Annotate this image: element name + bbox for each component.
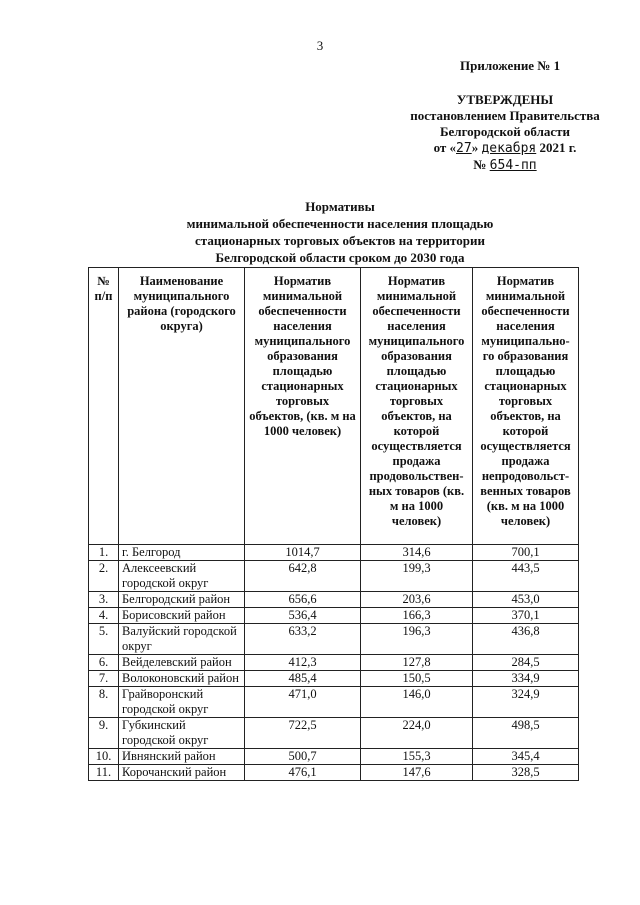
- row-district: Борисовский район: [119, 608, 245, 624]
- row-number: 11.: [89, 765, 119, 781]
- row-food: 147,6: [361, 765, 473, 781]
- header-number: № п/п: [89, 268, 119, 545]
- norms-table: [88, 267, 579, 781]
- row-total: 500,7: [245, 749, 361, 765]
- row-nonfood: 443,5: [473, 561, 579, 592]
- table-row: [89, 655, 579, 671]
- row-total: 642,8: [245, 561, 361, 592]
- approval-line-2: Белгородской области: [439, 124, 571, 139]
- table-row: [89, 765, 579, 781]
- row-number: 3.: [89, 592, 119, 608]
- title-line-1: Нормативы: [305, 199, 375, 214]
- row-nonfood: 284,5: [473, 655, 579, 671]
- approval-date-line: [380, 140, 630, 157]
- date-prefix: от «: [433, 140, 457, 155]
- row-total: 656,6: [245, 592, 361, 608]
- row-district: Грайворонский городской округ: [119, 687, 245, 718]
- row-nonfood: 334,9: [473, 671, 579, 687]
- row-district: Алексеевский городской округ: [119, 561, 245, 592]
- row-number: 5.: [89, 624, 119, 655]
- row-district: г. Белгород: [119, 545, 245, 561]
- row-food: 146,0: [361, 687, 473, 718]
- row-nonfood: 324,9: [473, 687, 579, 718]
- row-number: 10.: [89, 749, 119, 765]
- row-nonfood: 498,5: [473, 718, 579, 749]
- row-district: Валуйский городской округ: [119, 624, 245, 655]
- table-row: [89, 592, 579, 608]
- title-line-2: минимальной обеспеченности населения площадью: [186, 216, 494, 231]
- table-header-row: [89, 268, 579, 545]
- row-total: 476,1: [245, 765, 361, 781]
- approval-line-1: постановлением Правительства: [410, 108, 600, 123]
- row-food: 150,5: [361, 671, 473, 687]
- date-month: декабря: [481, 141, 537, 156]
- row-nonfood: 345,4: [473, 749, 579, 765]
- row-district: Губкинский городской округ: [119, 718, 245, 749]
- page-number: 3: [316, 38, 324, 53]
- row-district: Вейделевский район: [119, 655, 245, 671]
- row-number: 1.: [89, 545, 119, 561]
- row-food: 155,3: [361, 749, 473, 765]
- row-district: Белгородский район: [119, 592, 245, 608]
- row-district: Ивнянский район: [119, 749, 245, 765]
- header-district: Наименование муниципального района (городского округа): [119, 268, 245, 545]
- table-row: [89, 561, 579, 592]
- date-day: 27: [456, 141, 472, 156]
- row-number: 2.: [89, 561, 119, 592]
- row-total: 471,0: [245, 687, 361, 718]
- table-row: [89, 687, 579, 718]
- title-line-3: стационарных торговых объектов на территории: [195, 233, 485, 248]
- row-number: 7.: [89, 671, 119, 687]
- row-nonfood: 370,1: [473, 608, 579, 624]
- row-food: 203,6: [361, 592, 473, 608]
- number-value: 654-пп: [489, 158, 537, 173]
- row-food: 166,3: [361, 608, 473, 624]
- header-nonfood-norm: Норматив минимальной обеспеченности населения муниципально-го образования площадью стационарных торговых объектов, на которой осуществляется продажа непродовольст-венных товаров (кв. м на 1000 человек): [473, 268, 579, 545]
- table-row: [89, 749, 579, 765]
- row-food: 127,8: [361, 655, 473, 671]
- row-nonfood: 700,1: [473, 545, 579, 561]
- appendix-label: Приложение № 1: [460, 58, 561, 73]
- document-title: [0, 198, 640, 266]
- row-number: 9.: [89, 718, 119, 749]
- number-prefix: №: [473, 157, 487, 172]
- row-nonfood: 453,0: [473, 592, 579, 608]
- table-row: [89, 718, 579, 749]
- date-mid: »: [471, 140, 479, 155]
- row-district: Волоконовский район: [119, 671, 245, 687]
- title-line-4: Белгородской области сроком до 2030 года: [215, 250, 465, 265]
- header-food-norm: Норматив минимальной обеспеченности населения муниципального образования площадью стационарных торговых объектов, на которой осуществляется продажа продовольствен-ных товаров (кв. м на 1000 человек): [361, 268, 473, 545]
- row-number: 8.: [89, 687, 119, 718]
- row-total: 485,4: [245, 671, 361, 687]
- date-suffix: 2021 г.: [539, 140, 577, 155]
- approval-number-line: [380, 157, 630, 174]
- approval-block: [380, 58, 630, 174]
- row-total: 412,3: [245, 655, 361, 671]
- row-nonfood: 328,5: [473, 765, 579, 781]
- table-row: [89, 545, 579, 561]
- table-row: [89, 624, 579, 655]
- row-food: 199,3: [361, 561, 473, 592]
- row-food: 196,3: [361, 624, 473, 655]
- table-row: [89, 671, 579, 687]
- table-row: [89, 608, 579, 624]
- row-total: 722,5: [245, 718, 361, 749]
- row-total: 1014,7: [245, 545, 361, 561]
- row-district: Корочанский район: [119, 765, 245, 781]
- row-food: 314,6: [361, 545, 473, 561]
- row-number: 6.: [89, 655, 119, 671]
- row-number: 4.: [89, 608, 119, 624]
- row-nonfood: 436,8: [473, 624, 579, 655]
- approved-heading: УТВЕРЖДЕНЫ: [456, 92, 554, 107]
- row-food: 224,0: [361, 718, 473, 749]
- row-total: 536,4: [245, 608, 361, 624]
- header-total-norm: Норматив минимальной обеспеченности населения муниципального образования площадью стационарных торговых объектов, (кв. м на 1000 человек): [245, 268, 361, 545]
- row-total: 633,2: [245, 624, 361, 655]
